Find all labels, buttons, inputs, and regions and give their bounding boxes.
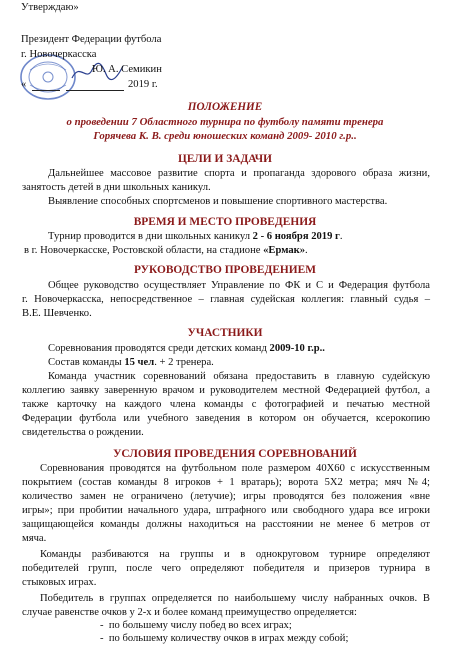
date-blank-line <box>66 90 124 91</box>
paragraph-line: случае равенстве очков у 2-х и более команд преимущество определяется: <box>22 607 357 618</box>
date-blank-line <box>32 90 60 91</box>
paragraph-line: В.Е. Шевченко. <box>22 308 92 319</box>
approval-line: г. Новочеркасска <box>21 49 97 60</box>
paragraph-line: Дальнейшее массовое развитие спорта и пропаганда здорового образа жизни, <box>48 168 430 179</box>
paragraph-line: Победитель в группах определяется по наибольшему числу набранных очков. В <box>40 593 430 604</box>
approval-line: Утверждаю» <box>21 2 79 13</box>
stadium-name: «Ермак» <box>263 245 306 256</box>
paragraph-line: защищающейся команды должны находиться на расстоянии не менее 6 метров от <box>22 519 430 530</box>
section-heading-conditions: УСЛОВИЯ ПРОВЕДЕНИЯ СОРЕВНОВАНИЙ <box>113 448 357 460</box>
team-size: 15 чел <box>124 357 155 368</box>
section-heading-time-place: ВРЕМЯ И МЕСТО ПРОВЕДЕНИЯ <box>133 216 317 228</box>
approval-date-year: 2019 г. <box>128 79 158 90</box>
paragraph-line: коллегию заявку заверенную врачом и руководителем местной Федерацией футбол, а <box>22 385 430 396</box>
paragraph-line: стыковых играх. <box>22 577 97 588</box>
paragraph-line: свидетельства о рождении. <box>22 427 144 438</box>
section-heading-participants: УЧАСТНИКИ <box>187 327 263 339</box>
paragraph-line: Команда участник соревнований обязана предоставить в главную судейскую <box>48 371 430 382</box>
paragraph-line: количество замен не ограничено (летучие); игры проводятся без положения «вне <box>22 491 430 502</box>
approval-line: Президент Федерации футбола <box>21 34 162 45</box>
approval-signer: Ю. А. Семикин <box>92 64 162 75</box>
paragraph-line: покрытием (состав команды 8 игроков + 1 вратарь); ворота 5Х2 метра; мяч №4; <box>22 477 430 488</box>
paragraph-line: игры»; при пробитии начального удара, штрафного или свободного удара все игроки <box>22 505 430 516</box>
paragraph-line: занятость детей в дни школьных каникул. <box>22 182 211 193</box>
paragraph-line: Федерации футбола или учебного заведения в котором он обучается, ксерокопию <box>22 413 430 424</box>
section-heading-goals: ЦЕЛИ И ЗАДАЧИ <box>178 153 272 165</box>
paragraph-line: победителей групп, после чего определяют победителя и призеров турнира в <box>22 563 430 574</box>
paragraph-line: Состав команды 15 чел. + 2 тренера. <box>48 357 214 368</box>
paragraph-line: Команды разбиваются на группы и в однокруговом турнире определяют <box>40 549 430 560</box>
paragraph-line: Общее руководство осуществляет Управление по ФК и С и Федерация футбола <box>48 280 430 291</box>
approval-date-quote: « <box>21 79 27 90</box>
age-group: 2009-10 г.р.. <box>269 343 325 354</box>
section-heading-leadership: РУКОВОДСТВО ПРОВЕДЕНИЕМ <box>133 264 317 276</box>
list-item: - по большему количеству очков в играх между собой; <box>100 633 349 644</box>
document-subtitle: Горячева К. В. среди юношеских команд 2009- 2010 г.р.. <box>93 130 357 142</box>
paragraph-line: Турнир проводится в дни школьных каникул 2 - 6 ноября 2019 г. <box>48 231 343 242</box>
paragraph-line: Выявление способных спортсменов и повышение спортивного мастерства. <box>48 196 388 207</box>
list-item: - по большему числу побед во всех играх; <box>100 620 292 631</box>
paragraph-line: Соревнования проводятся среди детских команд 2009-10 г.р.. <box>48 343 325 354</box>
event-dates: 2 - 6 ноября 2019 г <box>252 231 340 242</box>
paragraph-line: мяча. <box>22 533 47 544</box>
paragraph-line: также карточку на каждого члена команды с фотографией и печатью местной <box>22 399 430 410</box>
document-title: ПОЛОЖЕНИЕ <box>187 101 263 113</box>
document-subtitle: о проведении 7 Областного турнира по футболу памяти тренера <box>66 116 384 128</box>
paragraph-line: Соревнования проводятся на футбольном поле размером 40Х60 с искусственным <box>40 463 430 474</box>
paragraph-line: в г. Новочеркасске, Ростовской области, на стадионе «Ермак». <box>24 245 308 256</box>
paragraph-line: г. Новочеркасска, непосредственное – главная судейская коллегия: главный судья – <box>22 294 430 305</box>
